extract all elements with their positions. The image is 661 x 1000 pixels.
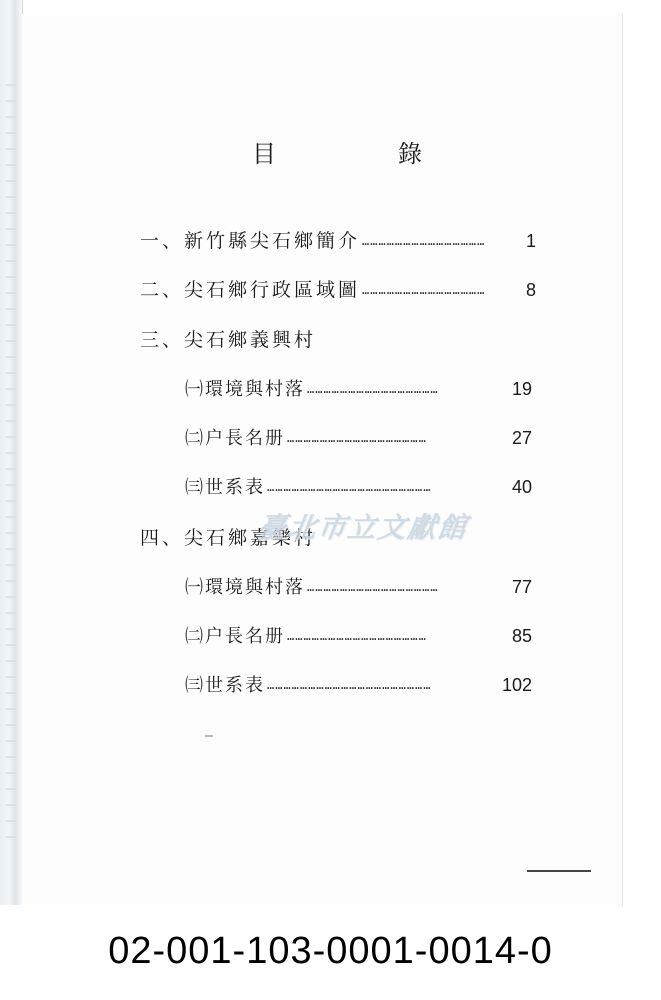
toc-entry-label: ㈡户長名册 [185, 428, 285, 449]
toc-entry-label: 一、新竹縣尖石鄉簡介 [140, 230, 361, 252]
toc-leader-dots: …………………………………………… [287, 629, 427, 643]
toc-entry-label: ㈢世系表 [185, 675, 265, 696]
toc-entry-label: 四、尖石鄉嘉樂村 [140, 527, 317, 549]
toc-leader-dots: ……………………………………… [362, 283, 486, 297]
toc-page-number: 85 [511, 626, 532, 646]
toc-entry [140, 276, 536, 304]
toc-leader-dots: ……………………………………… [362, 234, 486, 248]
toc-page-number: 1 [525, 231, 536, 251]
scan-speck [205, 735, 213, 737]
toc-page-number: 77 [511, 577, 532, 597]
toc-entry-label: ㈢世系表 [185, 477, 265, 498]
title-char-2: 錄 [398, 140, 422, 168]
toc-page-number: 40 [511, 477, 532, 497]
toc-subentry [185, 375, 532, 403]
page-title [22, 134, 622, 166]
binding-holes [6, 70, 16, 850]
toc-leader-dots: …………………………………………………… [267, 678, 432, 692]
toc-entry-label: ㈠環境與村落 [185, 577, 305, 598]
toc-subentry [185, 622, 532, 650]
toc-entry-label: 二、尖石鄉行政區域圖 [140, 279, 361, 301]
toc-leader-dots: …………………………………………… [287, 431, 427, 445]
toc-page-number: 27 [511, 428, 532, 448]
toc-entry [140, 227, 536, 255]
title-char-1: 目 [252, 140, 276, 168]
toc-entry-label: 三、尖石鄉義興村 [140, 329, 317, 351]
scan-binding-edge [0, 0, 23, 905]
toc-page-number: 102 [501, 675, 532, 695]
toc-subentry [185, 573, 532, 601]
toc-section-heading [140, 326, 536, 354]
toc-leader-dots: ………………………………………… [307, 382, 439, 396]
toc-page-number: 19 [511, 379, 532, 399]
toc-entry-label: ㈠環境與村落 [185, 379, 305, 400]
toc-subentry [185, 473, 532, 501]
toc-page-number: 8 [525, 280, 536, 300]
toc-subentry [185, 671, 532, 699]
library-watermark: 臺北市立文獻館 [255, 511, 471, 544]
toc-leader-dots: …………………………………………………… [267, 480, 432, 494]
document-page [22, 14, 622, 906]
toc-subentry [185, 424, 532, 452]
document-id: 02-001-103-0001-0014-0 [108, 930, 553, 972]
toc-leader-dots: ………………………………………… [307, 580, 439, 594]
toc-entry-label: ㈡户長名册 [185, 626, 285, 647]
bottom-rule [527, 870, 591, 872]
